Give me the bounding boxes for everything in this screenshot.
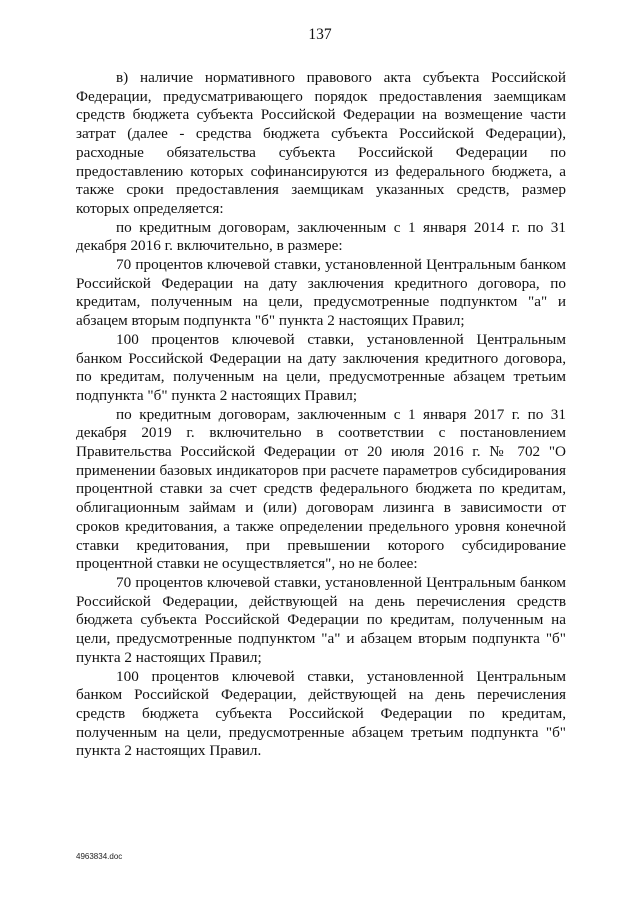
paragraph-credit-2014-2016: по кредитным договорам, заключенным с 1 января 2014 г. по 31 декабря 2016 г. включительно, в размере: (76, 218, 566, 255)
paragraph-100-percent-transfer-date: 100 процентов ключевой ставки, установленной Центральным банком Российской Федерации, действующей на день перечисления средств бюджета субъекта Российской Федерации по кредитам, полученным на цели, предусмотренные абзацем третьим подпункта "б" пункта 2 настоящих Правил. (76, 667, 566, 760)
paragraph-100-percent-contract-date: 100 процентов ключевой ставки, установленной Центральным банком Российской Федерации на дату заключения кредитного договора, по кредитам, полученным на цели, предусмотренные абзацем третьим подпункта "б" пункта 2 настоящих Правил; (76, 330, 566, 404)
paragraph-70-percent-transfer-date: 70 процентов ключевой ставки, установленной Центральным банком Российской Федерации, действующей на день перечисления средств бюджета субъекта Российской Федерации по кредитам, полученным на цели, предусмотренные подпунктом "а" и абзацем вторым подпункта "б" пункта 2 настоящих Правил; (76, 573, 566, 666)
document-body (76, 69, 566, 761)
paragraph-subclause-v: в) наличие нормативного правового акта субъекта Российской Федерации, предусматривающего порядок предоставления заемщикам средств бюджета субъекта Российской Федерации на возмещение части затрат (далее - средства бюджета субъекта Российской Федерации), расходные обязательства субъекта Российской Федерации по предоставлению которых софинансируются из федерального бюджета, а также сроки предоставления заемщикам указанных средств, размер которых определяется: (76, 69, 566, 217)
page-number: 137 (308, 26, 332, 43)
paragraph-credit-2017-2019: по кредитным договорам, заключенным с 1 января 2017 г. по 31 декабря 2019 г. включительно в соответствии с постановлением Правительства Российской Федерации от 20 июля 2016 г. № 702 "О применении базовых индикаторов при расчете параметров субсидирования процентной ставки за счет средств федерального бюджета по кредитам, облигационным займам и (или) договорам лизинга в зависимости от сроков кредитования, а также определении предельного уровня конечной ставки кредитования, при превышении которого субсидирование процентной ставки не осуществляется", но не более: (76, 405, 566, 573)
paragraph-70-percent-contract-date: 70 процентов ключевой ставки, установленной Центральным банком Российской Федерации на дату заключения кредитного договора, по кредитам, полученным на цели, предусмотренные подпунктом "а" и абзацем вторым подпункта "б" пункта 2 настоящих Правил; (76, 256, 566, 330)
document-file-id: 4963834.doc (76, 852, 123, 861)
